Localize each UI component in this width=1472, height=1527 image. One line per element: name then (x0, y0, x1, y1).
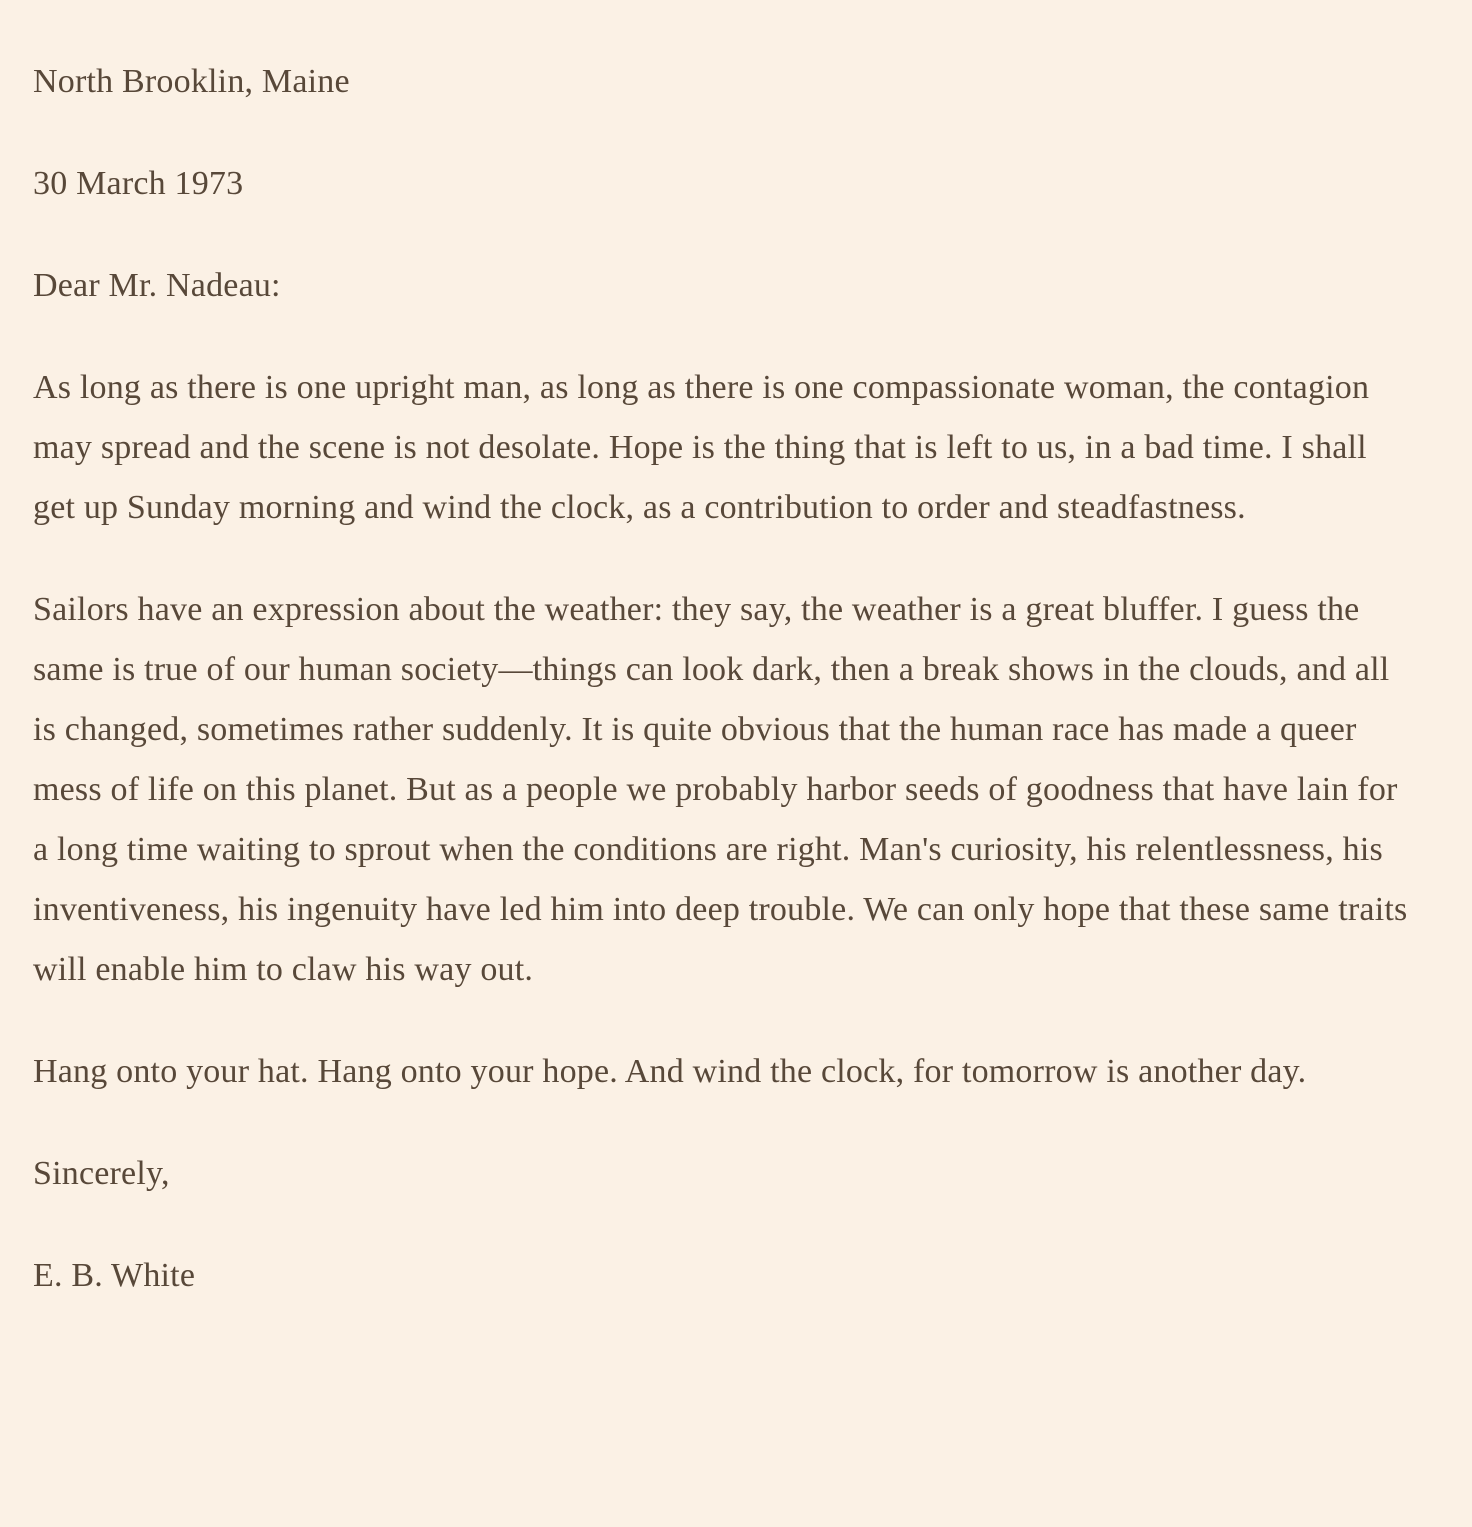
letter-paragraphs (33, 358, 1472, 1102)
letter-salutation: Dear Mr. Nadeau: (33, 267, 281, 304)
letter-signature: E. B. White (33, 1257, 196, 1294)
letter-location: North Brooklin, Maine (33, 63, 350, 100)
letter-paragraph: Hang onto your hat. Hang onto your hope. And wind the clock, for tomorrow is another day. (33, 1053, 1307, 1090)
letter-date: 30 March 1973 (33, 165, 244, 202)
letter-closing: Sincerely, (33, 1155, 170, 1192)
letter-paragraph: Sailors have an expression about the weather: they say, the weather is a great bluffer. I guess the same is true of our human society—things can look dark, then a break shows in the clouds, and all is changed, sometimes rather suddenly. It is quite obvious that the human race has made a queer mess of life on this planet. But as a people we probably harbor seeds of goodness that have lain for a long time waiting to sprout when the conditions are right. Man's curiosity, his relentlessness, his inventiveness, his ingenuity have led him into deep trouble. We can only hope that these same traits will enable him to claw his way out. (33, 591, 1408, 988)
letter-paragraph: As long as there is one upright man, as long as there is one compassionate woman, the contagion may spread and the scene is not desolate. Hope is the thing that is left to us, in a bad time. I shall get up Sunday morning and wind the clock, as a contribution to order and steadfastness. (33, 369, 1370, 526)
